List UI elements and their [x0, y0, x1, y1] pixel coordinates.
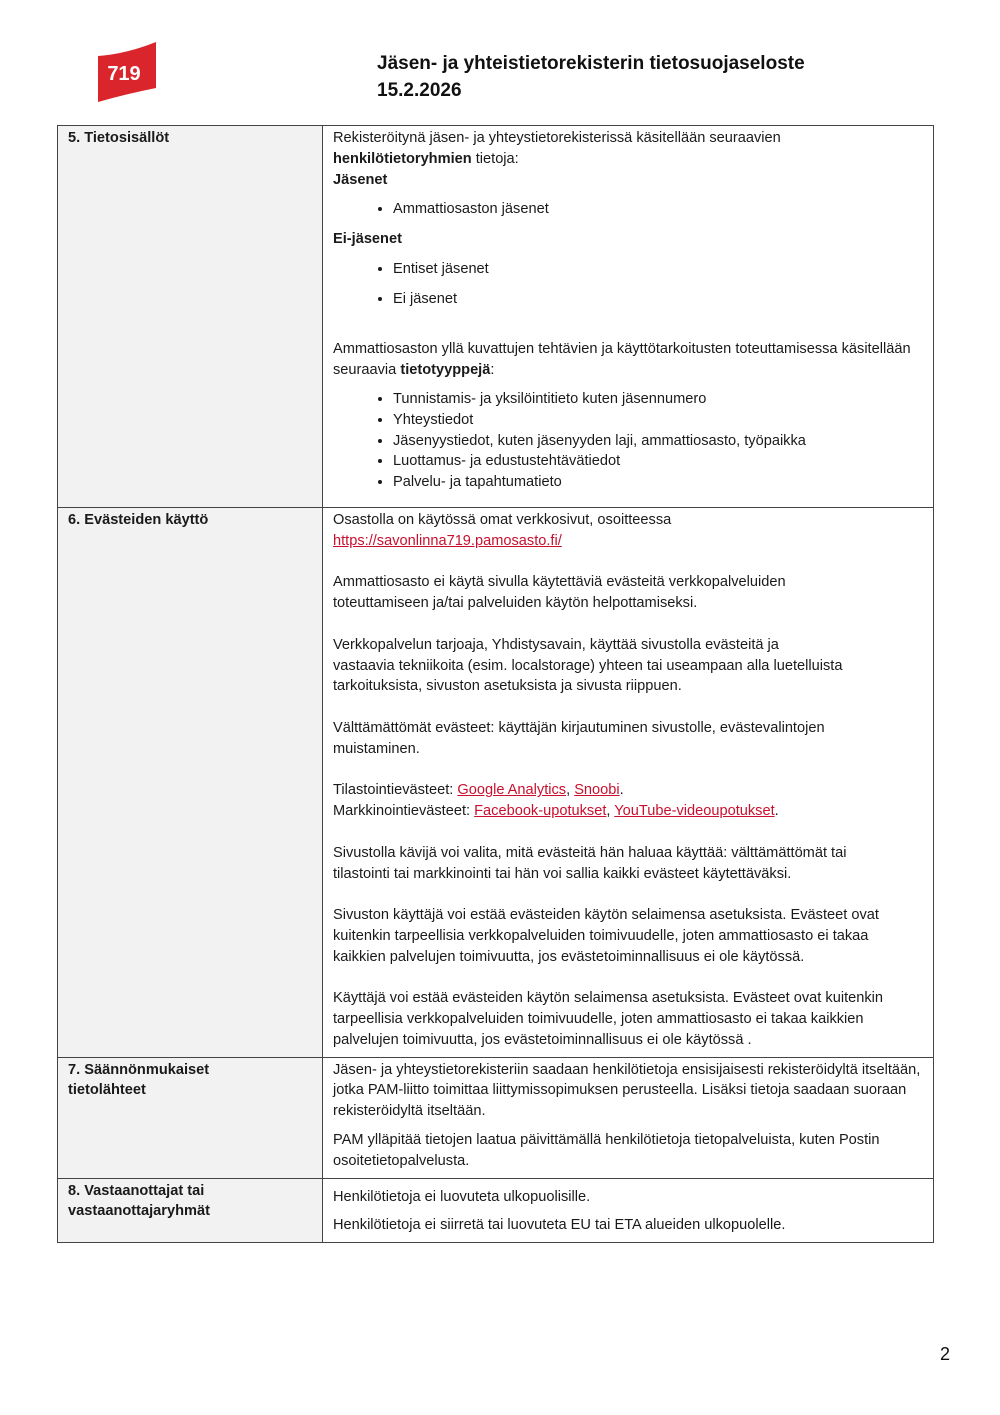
section-label: 7. Säännönmukaiset tietolähteet: [58, 1057, 323, 1178]
table-row-section-8: [58, 1178, 934, 1243]
paragraph: Käyttäjä voi estää evästeiden käytön selaimensa asetuksista. Evästeet ovat kuitenkin tarpeellisia verkkopalveluiden toimivuudelle, joten ammattiosasto ei takaa kaikkien palvelujen toimivuutta, jos evästetoiminnallisuus ei ole käytössä .: [333, 990, 884, 1048]
bold-term: tietotyyppejä: [400, 362, 491, 379]
text: .: [774, 803, 779, 820]
list-item: • Yhteystiedot: [393, 410, 923, 431]
paragraph: Henkilötietoja ei luovuteta ulkopuolisille.: [333, 1188, 591, 1205]
paragraph: Sivuston käyttäjä voi estää evästeiden käytön selaimensa asetuksista. Evästeet ovat kuitenkin tarpeellisia verkkopalveluiden toimivuudelle, joten ammattiosasto ei takaa kaikkien palvelujen toimivuutta, jos evästetoiminnallisuus ei ole käytössä.: [333, 907, 879, 965]
section-content: [323, 507, 934, 1057]
section-content: [323, 1057, 934, 1178]
text: Markkinointievästeet:: [333, 803, 475, 820]
bullet-list: [333, 199, 923, 220]
text: ,: [606, 803, 615, 820]
text: .: [619, 782, 624, 799]
list-item: • Tunnistamis- ja yksilöintitieto kuten jäsennumero: [393, 389, 923, 410]
paragraph: Ammattiosasto ei käytä sivulla käytettäviä evästeitä verkkopalveluiden toteuttamiseen ja/tai palveluiden käytön helpottamiseksi.: [333, 574, 786, 612]
table-row-section-7: [58, 1057, 934, 1178]
paragraph: Henkilötietoja ei siirretä tai luovuteta EU tai ETA alueiden ulkopuolelle.: [333, 1217, 786, 1234]
group-title: [333, 170, 923, 191]
snoobi-link[interactable]: Snoobi: [574, 782, 620, 799]
text: Ammattiosaston yllä kuvattujen tehtävien ja käyttötarkoitusten toteuttamisessa käsitellään seuraavia: [333, 341, 911, 379]
section-content: [323, 126, 934, 508]
bullet-list: [333, 259, 923, 310]
document-title: Jäsen- ja yhteistietorekisterin tietosuojaseloste: [377, 53, 805, 74]
text: ,: [566, 782, 575, 799]
table-row-section-5: [58, 126, 934, 508]
table-row-section-6: [58, 507, 934, 1057]
section-label: 6. Evästeiden käyttö: [58, 507, 323, 1057]
list-item: • Jäsenyystiedot, kuten jäsenyyden laji, ammattiosasto, työpaikka: [393, 431, 923, 452]
list-item: • Ei jäsenet: [393, 289, 923, 310]
page-number: 2: [940, 1344, 951, 1364]
list-item: • Ammattiosaston jäsenet: [393, 199, 923, 220]
text: tietoja:: [471, 150, 519, 167]
list-item: • Luottamus- ja edustustehtävätiedot: [393, 451, 923, 472]
section-label: 8. Vastaanottajat tai vastaanottajaryhmät: [58, 1178, 323, 1243]
website-link[interactable]: https://savonlinna719.pamosasto.fi/: [333, 532, 562, 549]
document-header: [377, 50, 805, 104]
bold-term: henkilötietoryhmien: [333, 150, 472, 167]
paragraph: [333, 780, 923, 822]
paragraph: Osastolla on käytössä omat verkkosivut, osoitteessa: [333, 511, 672, 528]
bold-heading: Jäsenet: [333, 171, 388, 188]
document-date: 15.2.2026: [377, 80, 462, 101]
section-label: 5. Tietosisällöt: [58, 126, 323, 508]
flag-logo-icon: [96, 42, 158, 104]
paragraph: Välttämättömät evästeet: käyttäjän kirjautuminen sivustolle, evästevalintojen muistaminen.: [333, 719, 825, 757]
paragraph: Jäsen- ja yhteystietorekisteriin saadaan henkilötietoja ensisijaisesti rekisteröidyltä itseltään, jotka PAM-liitto toimittaa liittymissopimuksen perusteella. Lisäksi tietoja saadaan suoraan rekisteröidyltä itseltään.: [333, 1061, 921, 1120]
text: Tilastointievästeet:: [333, 782, 458, 799]
google-analytics-link[interactable]: Google Analytics: [457, 782, 567, 799]
list-item: • Entiset jäsenet: [393, 259, 923, 280]
group-title: [333, 229, 923, 250]
privacy-table: [57, 125, 934, 1243]
paragraph: Verkkopalvelun tarjoaja, Yhdistysavain, käyttää sivustolla evästeitä ja vastaavia tekniikoita (esim. localstorage) yhteen tai useampaan alla luetelluista tarkoituksista, sivuston asetuksista ja sivusta riippuen.: [333, 636, 843, 695]
logo-719: [96, 42, 158, 104]
section-content: [323, 1178, 934, 1243]
text: :: [490, 362, 495, 379]
paragraph: PAM ylläpitää tietojen laatua päivittämällä henkilötietoja tietopalveluista, kuten Postin osoitetietopalvelusta.: [333, 1132, 880, 1169]
bullet-list: [333, 389, 923, 493]
logo-text: 719: [107, 63, 141, 85]
facebook-embeds-link[interactable]: Facebook-upotukset: [474, 803, 607, 820]
youtube-embeds-link[interactable]: YouTube-videoupotukset: [614, 803, 775, 820]
paragraph: [333, 128, 923, 170]
paragraph: Sivustolla kävijä voi valita, mitä evästeitä hän haluaa käyttää: välttämättömät tai tilastointi tai markkinointi tai hän voi sallia kaikki evästeet käytettäväksi.: [333, 844, 847, 882]
bold-heading: Ei-jäsenet: [333, 231, 402, 248]
list-item: • Palvelu- ja tapahtumatieto: [393, 472, 923, 493]
text: Rekisteröitynä jäsen- ja yhteystietorekisterissä käsitellään seuraavien: [333, 130, 781, 146]
paragraph: [333, 339, 923, 381]
